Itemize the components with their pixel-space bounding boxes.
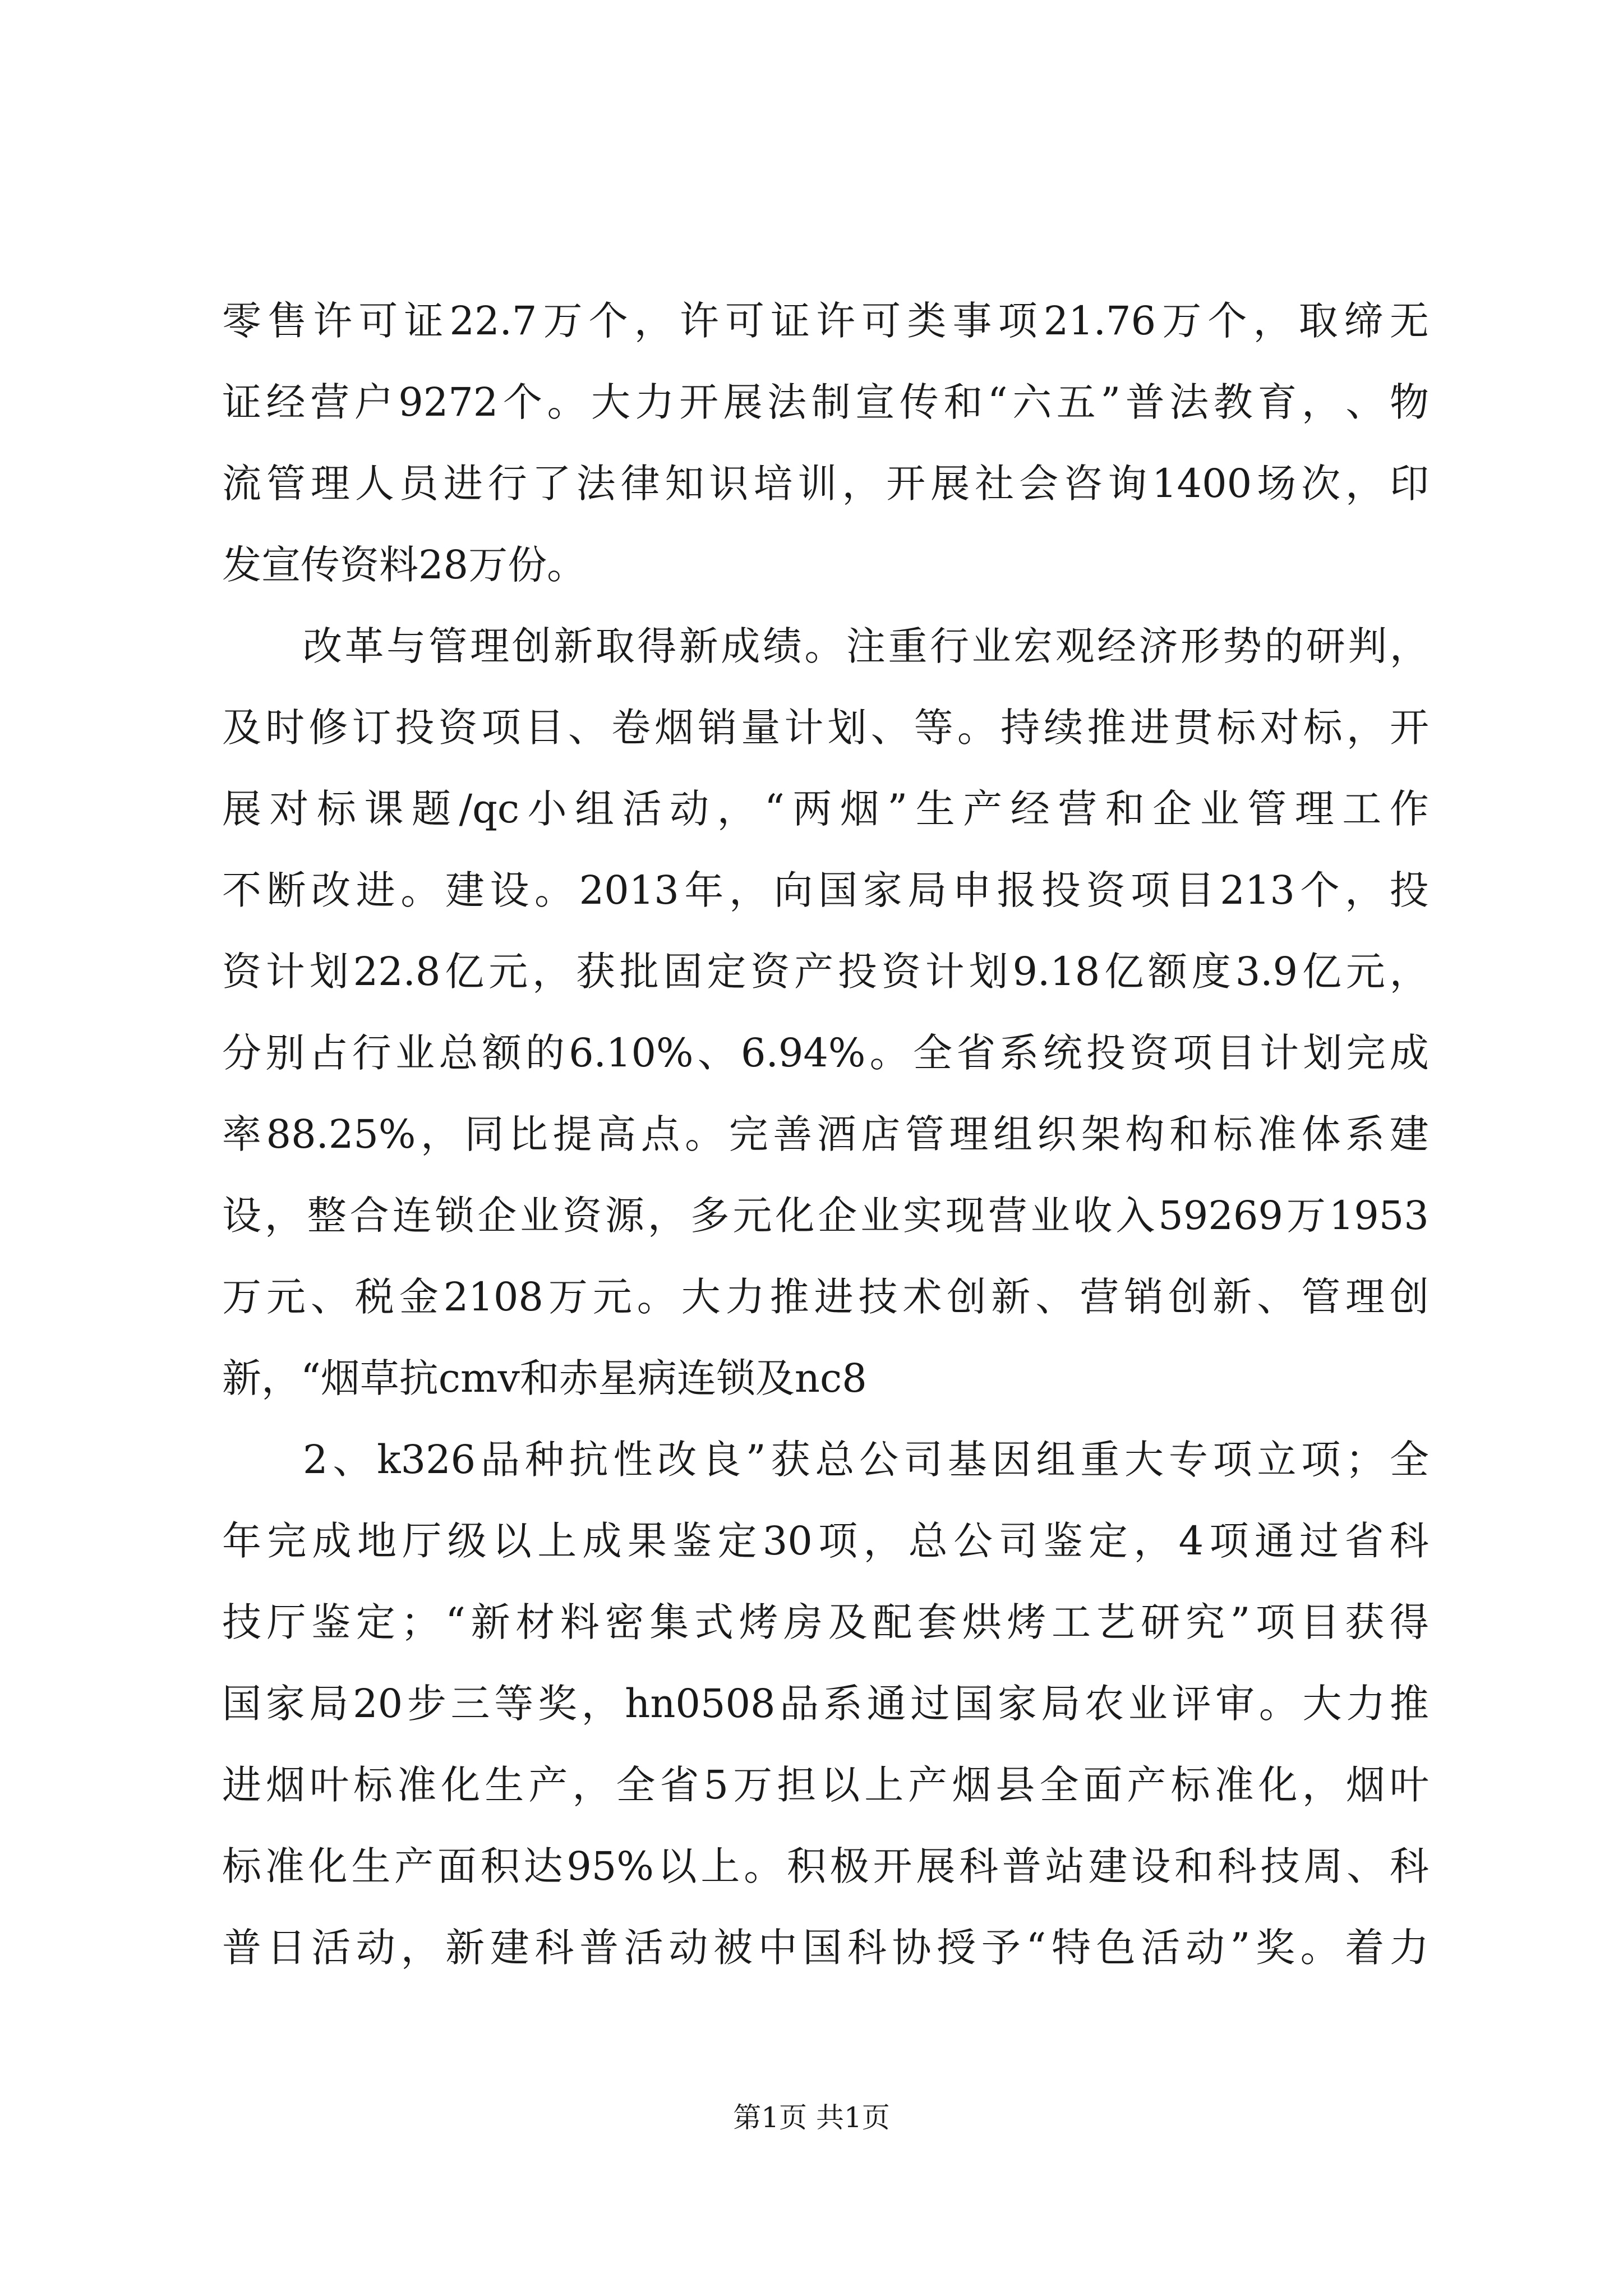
text-line: 进 烟 叶 标 准 化 生 产 ， 全 省 5 万 担 以 上 产 烟 县 全 面 产 标 准 化 ， 烟 叶 [222, 1762, 1429, 1808]
text-line: 展 对 标 课 题 /qc 小 组 活 动 ， “ 两 烟 ” 生 产 经 营 和 企 业 管 理 工 作 [222, 786, 1429, 832]
text-line: 普 日 活 动 ， 新 建 科 普 活 动 被 中 国 科 协 授 予 “ 特 色 活 动 ” 奖 。 着 力 [222, 1925, 1429, 1971]
text-line: 不 断 改 进 。 建 设 。 2013 年 ， 向 国 家 局 申 报 投 资 项 目 213 个 ， 投 [222, 867, 1429, 913]
text-line: 技 厅 鉴 定 ； “ 新 材 料 密 集 式 烤 房 及 配 套 烘 烤 工 艺 研 究 ” 项 目 获 得 [222, 1599, 1429, 1645]
text-line: 万 元 、 税 金 2108 万 元 。 大 力 推 进 技 术 创 新 、 营 销 创 新 、 管 理 创 [222, 1274, 1429, 1320]
text-line: 设 ， 整 合 连 锁 企 业 资 源 ， 多 元 化 企 业 实 现 营 业 收 入 59269 万 1953 [222, 1193, 1429, 1239]
text-line: 分 别 占 行 业 总 额 的 6.10% 、 6.94% 。 全 省 系 统 投 资 项 目 计 划 完 成 [222, 1030, 1429, 1076]
paragraph-first-line: 2 、 k326 品 种 抗 性 改 良 ” 获 总 公 司 基 因 组 重 大 专 项 立 项 ； 全 [303, 1437, 1429, 1483]
paragraph-first-line: 改 革 与 管 理 创 新 取 得 新 成 绩 。 注 重 行 业 宏 观 经 济 形 势 的 研 判 ， [303, 623, 1429, 669]
text-line: 及 时 修 订 投 资 项 目 、 卷 烟 销 量 计 划 、 等 。 持 续 推 进 贯 标 对 标 ， 开 [222, 705, 1429, 751]
text-line: 流 管 理 人 员 进 行 了 法 律 知 识 培 训 ， 开 展 社 会 咨 询 1400 场 次 ， 印 [222, 461, 1429, 507]
page-number-footer: 第1页 共1页 [733, 2101, 890, 2134]
text-line: 标 准 化 生 产 面 积 达 95% 以 上 。 积 极 开 展 科 普 站 建 设 和 科 技 周 、 科 [222, 1843, 1429, 1889]
text-line: 年 完 成 地 厅 级 以 上 成 果 鉴 定 30 项 ， 总 公 司 鉴 定 ， 4 项 通 过 省 科 [222, 1518, 1429, 1564]
text-line: 资 计 划 22.8 亿 元 ， 获 批 固 定 资 产 投 资 计 划 9.18 亿 额 度 3.9 亿 元 ， [222, 949, 1429, 995]
text-line: 发宣传资料28万份。 [222, 542, 587, 588]
text-line: 新，“烟草抗cmv和赤星病连锁及nc8 [222, 1355, 867, 1401]
text-line: 率 88.25% ， 同 比 提 高 点 。 完 善 酒 店 管 理 组 织 架 构 和 标 准 体 系 建 [222, 1111, 1429, 1157]
text-line: 证 经 营 户 9272 个 。 大 力 开 展 法 制 宣 传 和 “ 六 五 ” 普 法 教 育 ， 、 物 [222, 379, 1429, 425]
text-line: 零 售 许 可 证 22.7 万 个 ， 许 可 证 许 可 类 事 项 21.76 万 个 ， 取 缔 无 [222, 298, 1429, 344]
text-line: 国 家 局 20 步 三 等 奖 ， hn0508 品 系 通 过 国 家 局 农 业 评 审 。 大 力 推 [222, 1681, 1429, 1727]
